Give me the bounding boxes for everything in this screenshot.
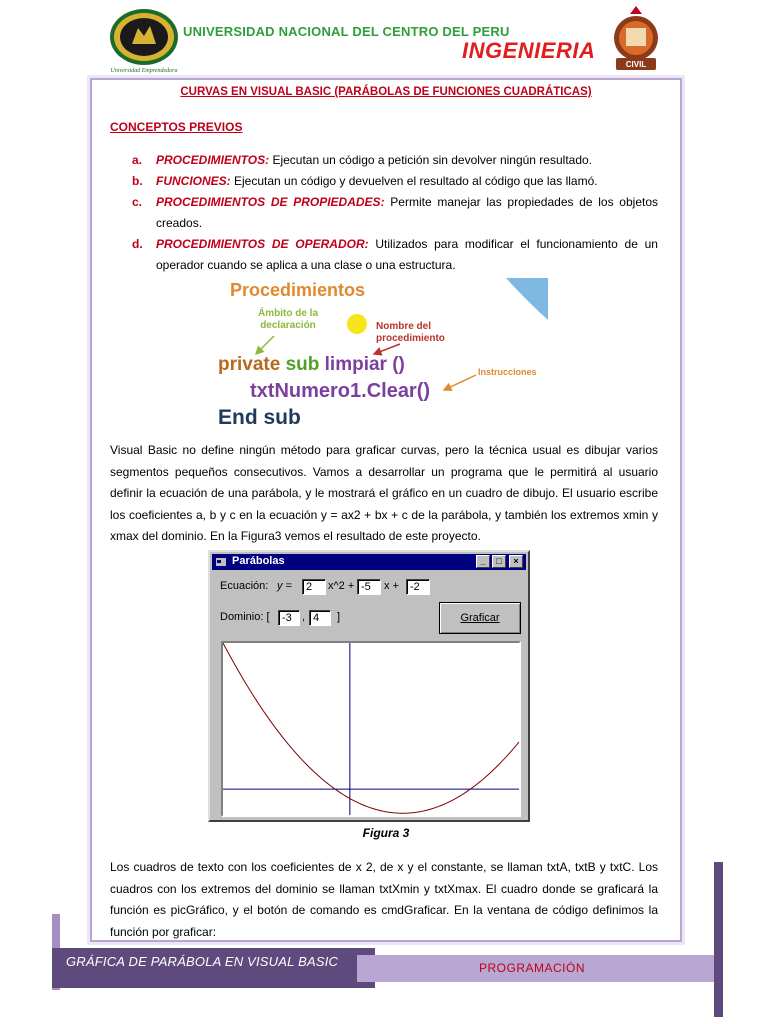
name-annotation-line: procedimiento [376, 333, 445, 344]
window-titlebar [212, 554, 526, 570]
parabola-plot [221, 641, 521, 817]
list-marker: c. [132, 195, 143, 209]
coefficient-a-input[interactable] [302, 579, 326, 595]
domain-close-bracket: ] [337, 611, 341, 623]
document-title: CURVAS EN VISUAL BASIC (PARÁBOLAS DE FUNCIONES CUADRÁTICAS) [180, 86, 592, 98]
name-annotation [376, 321, 445, 345]
list-marker: a. [132, 153, 143, 167]
list-item [132, 171, 658, 192]
concepts-list [132, 150, 658, 276]
list-item-term: PROCEDIMIENTOS: [156, 153, 270, 167]
graficar-button-label: Graficar [460, 612, 500, 624]
list-marker: b. [132, 174, 143, 188]
app-icon [215, 556, 227, 568]
list-item-text: Ejecutan un código y devuelven el resultado al código que las llamó. [230, 174, 598, 188]
maximize-button[interactable]: □ [492, 555, 506, 568]
vb-parabolas-window [208, 550, 530, 822]
parabola-curve [223, 643, 519, 813]
code-keyword-private: private [218, 354, 281, 375]
equation-label: Ecuación: [220, 580, 269, 592]
xmax-input[interactable] [309, 610, 331, 626]
window-title: Parábolas [232, 555, 285, 567]
footer-left-text: GRÁFICA DE PARÁBOLA EN VISUAL BASIC [66, 954, 339, 969]
footer-right-text: PROGRAMACIÓN [478, 961, 585, 975]
list-item-text: Ejecutan un código a petición sin devolver ningún resultado. [269, 153, 593, 167]
list-item [132, 234, 658, 276]
procedure-title: Procedimientos [230, 280, 366, 300]
intro-paragraph: Visual Basic no define ningún método para graficar curvas, pero la técnica usual es dibujar varios segmentos pequeños consecutivos. Vamos a desarrollar un programa que le permitirá al usuario definir la ecuación de una parábola, y le mostrará el gráfico en un cuadro de dibujo. El usuario escribe los coeficientes a, b y c en la ecuación y = ax2 + bx + c de la parábola, y también los extremos xmin y xmax del dominio. En la Figura3 vemos el resultado de este proyecto. [110, 443, 658, 543]
list-item-text: Utilizados para modificar el funcionamiento de un operador cuando se aplica a una clase o una estructura. [156, 237, 658, 272]
code-line-instruction: txtNumero1.Clear() [250, 380, 431, 402]
procedure-illustration [212, 278, 548, 432]
figure-caption: Figura 3 [362, 826, 410, 840]
footer-right-accent [714, 862, 723, 1017]
scope-annotation [258, 308, 318, 332]
coefficient-b-input[interactable] [357, 579, 381, 595]
code-line-end: End sub [218, 406, 301, 429]
university-name: UNIVERSIDAD NACIONAL DEL CENTRO DEL PERU [183, 24, 510, 39]
instructions-annotation: Instrucciones [478, 367, 537, 377]
name-annotation-line: Nombre del [376, 321, 432, 332]
graficar-button[interactable] [439, 602, 521, 634]
list-item [132, 150, 658, 171]
university-logo [108, 8, 180, 74]
scope-annotation-line: declaración [260, 320, 316, 331]
civil-logo-label: CIVIL [625, 60, 647, 69]
code-line-declaration [218, 354, 405, 376]
list-item-term: PROCEDIMIENTOS DE PROPIEDADES: [156, 195, 385, 209]
xmin-input[interactable] [278, 610, 300, 626]
coefficient-c-input[interactable] [406, 579, 430, 595]
list-item-body [156, 150, 658, 171]
domain-comma: , [302, 611, 306, 623]
list-marker: d. [132, 237, 143, 251]
domain-label: Dominio: [ [220, 611, 270, 623]
minimize-button[interactable]: _ [476, 555, 490, 568]
x-plus-label: x + [384, 580, 399, 592]
scope-annotation-line: Ámbito de la [258, 308, 319, 319]
list-item-body [156, 171, 658, 192]
y-equals-label: y = [277, 580, 292, 592]
list-item-term: FUNCIONES: [156, 174, 231, 188]
list-item [132, 192, 658, 234]
civil-engineering-logo [606, 4, 666, 76]
faculty-name: INGENIERIA [462, 38, 596, 63]
section-title: CONCEPTOS PREVIOS [110, 120, 243, 134]
list-item-body [156, 192, 658, 234]
description-paragraph: Los cuadros de texto con los coeficientes de x 2, de x y el constante, se llaman txtA, txtB y txtC. Los cuadros con los extremos del dominio se llaman txtXmin y txtXmax. El cuadro donde se graficará la función es picGráfico, y el botón de comando es cmdGraficar. En la ventana de código definimos la función por graficar: [110, 860, 658, 939]
x-squared-label: x^2 + [328, 580, 355, 592]
university-logo-motto: Universidad Emprendedora [110, 68, 178, 74]
code-keyword-sub: sub [285, 354, 320, 375]
close-button[interactable]: × [509, 555, 523, 568]
list-item-term: PROCEDIMIENTOS DE OPERADOR: [156, 237, 369, 251]
code-procedure-name: limpiar () [324, 354, 405, 375]
list-item-body [156, 234, 658, 276]
list-item-text: Permite manejar las propiedades de los objetos creados. [156, 195, 658, 230]
